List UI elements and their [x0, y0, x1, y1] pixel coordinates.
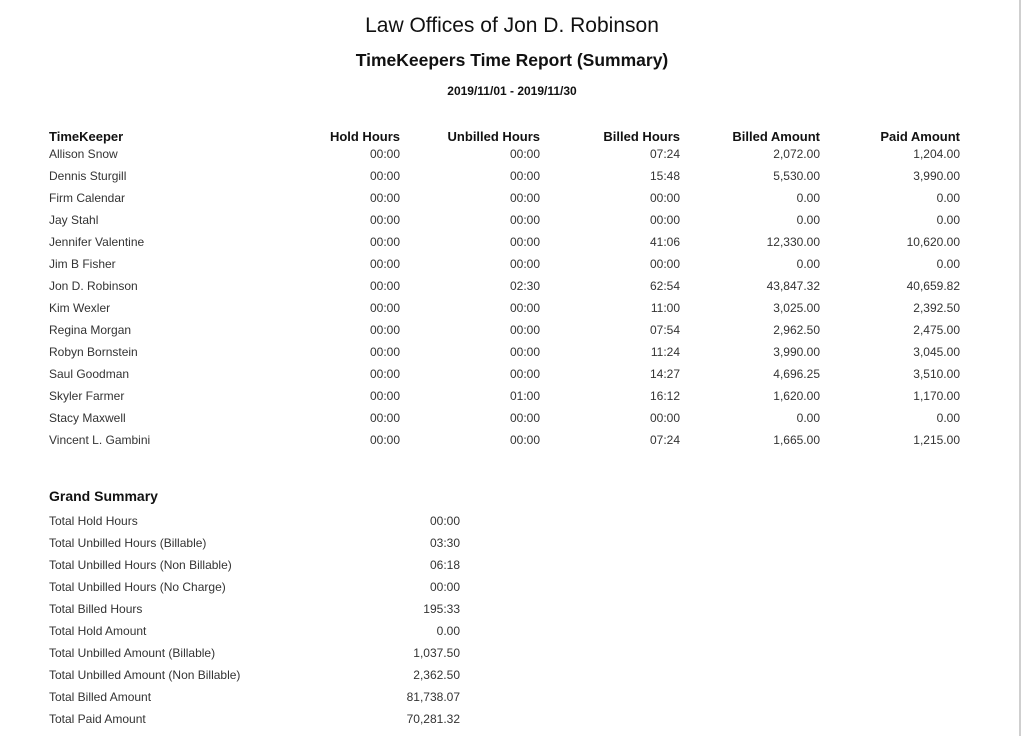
- cell-timekeeper: Jon D. Robinson: [49, 279, 138, 293]
- cell-billed-hours: 14:27: [649, 367, 680, 381]
- summary-value: 06:18: [429, 558, 460, 572]
- cell-billed-amount: 5,530.00: [773, 169, 820, 183]
- cell-unbilled-hours: 00:00: [509, 367, 540, 381]
- cell-paid-amount: 2,392.50: [913, 301, 960, 315]
- cell-timekeeper: Saul Goodman: [49, 367, 130, 381]
- cell-unbilled-hours: 00:00: [509, 147, 540, 161]
- table-header-row: [49, 128, 961, 147]
- summary-value: 195:33: [423, 602, 460, 616]
- summary-row: [49, 624, 461, 646]
- header-billed-amount: Billed Amount: [732, 129, 820, 144]
- cell-paid-amount: 0.00: [936, 191, 960, 205]
- summary-row: [49, 602, 461, 624]
- cell-unbilled-hours: 00:00: [509, 323, 540, 337]
- cell-paid-amount: 0.00: [936, 213, 960, 227]
- cell-hold-hours: 00:00: [369, 279, 400, 293]
- cell-billed-amount: 2,962.50: [773, 323, 820, 337]
- summary-label: Total Billed Amount: [49, 690, 152, 704]
- cell-billed-hours: 62:54: [649, 279, 680, 293]
- summary-value: 70,281.32: [406, 712, 460, 726]
- cell-paid-amount: 3,990.00: [913, 169, 960, 183]
- cell-hold-hours: 00:00: [369, 367, 400, 381]
- cell-paid-amount: 40,659.82: [906, 279, 960, 293]
- cell-billed-amount: 1,665.00: [773, 433, 820, 447]
- summary-label: Total Hold Amount: [49, 624, 147, 638]
- summary-label: Total Unbilled Amount (Billable): [49, 646, 216, 660]
- cell-billed-amount: 3,990.00: [773, 345, 820, 359]
- cell-paid-amount: 0.00: [936, 411, 960, 425]
- summary-value: 1,037.50: [413, 646, 460, 660]
- cell-timekeeper: Skyler Farmer: [49, 389, 125, 403]
- cell-hold-hours: 00:00: [369, 191, 400, 205]
- summary-row: [49, 536, 461, 558]
- cell-paid-amount: 1,204.00: [913, 147, 960, 161]
- cell-billed-hours: 07:24: [649, 433, 680, 447]
- cell-paid-amount: 3,045.00: [913, 345, 960, 359]
- cell-billed-hours: 11:00: [650, 301, 680, 315]
- cell-hold-hours: 00:00: [369, 235, 400, 249]
- cell-billed-amount: 4,696.25: [773, 367, 820, 381]
- cell-paid-amount: 3,510.00: [913, 367, 960, 381]
- cell-billed-hours: 41:06: [649, 235, 680, 249]
- cell-billed-hours: 16:12: [649, 389, 680, 403]
- summary-row: [49, 646, 461, 668]
- cell-timekeeper: Allison Snow: [49, 147, 118, 161]
- table-row: [49, 301, 961, 323]
- summary-label: Total Unbilled Hours (Non Billable): [49, 558, 232, 572]
- summary-row: [49, 712, 461, 734]
- cell-billed-hours: 07:54: [649, 323, 680, 337]
- summary-row: [49, 580, 461, 602]
- summary-row: [49, 514, 461, 536]
- firm-name: Law Offices of Jon D. Robinson: [365, 14, 659, 37]
- table-row: [49, 323, 961, 345]
- summary-label: Total Unbilled Amount (Non Billable): [49, 668, 241, 682]
- summary-value: 03:30: [429, 536, 460, 550]
- table-row: [49, 257, 961, 279]
- cell-unbilled-hours: 00:00: [509, 213, 540, 227]
- cell-hold-hours: 00:00: [369, 257, 400, 271]
- cell-hold-hours: 00:00: [369, 301, 400, 315]
- table-body: [49, 147, 961, 455]
- table-row: [49, 169, 961, 191]
- cell-timekeeper: Dennis Sturgill: [49, 169, 127, 183]
- cell-billed-amount: 43,847.32: [766, 279, 820, 293]
- cell-billed-hours: 00:00: [649, 191, 680, 205]
- summary-value: 0.00: [436, 624, 460, 638]
- cell-unbilled-hours: 00:00: [509, 411, 540, 425]
- header-billed-hours: Billed Hours: [603, 129, 680, 144]
- grand-summary-title: Grand Summary: [49, 488, 158, 504]
- cell-unbilled-hours: 00:00: [509, 433, 540, 447]
- cell-unbilled-hours: 00:00: [509, 191, 540, 205]
- summary-value: 00:00: [429, 580, 460, 594]
- cell-hold-hours: 00:00: [369, 433, 400, 447]
- table-row: [49, 191, 961, 213]
- cell-hold-hours: 00:00: [369, 389, 400, 403]
- cell-billed-hours: 11:24: [650, 345, 680, 359]
- cell-unbilled-hours: 02:30: [509, 279, 540, 293]
- header-unbilled-hours: Unbilled Hours: [447, 129, 540, 144]
- summary-label: Total Hold Hours: [49, 514, 138, 528]
- cell-billed-hours: 00:00: [649, 257, 680, 271]
- cell-timekeeper: Regina Morgan: [49, 323, 132, 337]
- cell-timekeeper: Kim Wexler: [49, 301, 111, 315]
- summary-value: 00:00: [429, 514, 460, 528]
- cell-billed-amount: 1,620.00: [773, 389, 820, 403]
- summary-row: [49, 668, 461, 690]
- cell-timekeeper: Jay Stahl: [49, 213, 99, 227]
- summary-row: [49, 558, 461, 580]
- cell-timekeeper: Jim B Fisher: [49, 257, 116, 271]
- cell-unbilled-hours: 00:00: [509, 301, 540, 315]
- summary-label: Total Billed Hours: [49, 602, 143, 616]
- cell-timekeeper: Jennifer Valentine: [49, 235, 145, 249]
- cell-hold-hours: 00:00: [369, 323, 400, 337]
- cell-billed-hours: 07:24: [649, 147, 680, 161]
- table-row: [49, 345, 961, 367]
- grand-summary: [49, 514, 461, 734]
- cell-unbilled-hours: 00:00: [509, 235, 540, 249]
- cell-unbilled-hours: 00:00: [509, 169, 540, 183]
- cell-billed-hours: 00:00: [649, 411, 680, 425]
- cell-billed-hours: 15:48: [649, 169, 680, 183]
- cell-billed-amount: 0.00: [796, 191, 820, 205]
- cell-paid-amount: 10,620.00: [906, 235, 960, 249]
- summary-label: Total Unbilled Hours (Billable): [49, 536, 207, 550]
- cell-unbilled-hours: 00:00: [509, 257, 540, 271]
- cell-billed-amount: 3,025.00: [773, 301, 820, 315]
- cell-hold-hours: 00:00: [369, 411, 400, 425]
- table-row: [49, 147, 961, 169]
- timekeeper-table: [49, 128, 961, 455]
- cell-paid-amount: 1,215.00: [913, 433, 960, 447]
- cell-timekeeper: Stacy Maxwell: [49, 411, 126, 425]
- summary-label: Total Paid Amount: [49, 712, 146, 726]
- cell-paid-amount: 2,475.00: [913, 323, 960, 337]
- summary-row: [49, 690, 461, 712]
- table-row: [49, 367, 961, 389]
- cell-paid-amount: 1,170.00: [913, 389, 960, 403]
- cell-billed-amount: 0.00: [796, 411, 820, 425]
- header-timekeeper: TimeKeeper: [49, 129, 124, 144]
- cell-timekeeper: Vincent L. Gambini: [49, 433, 151, 447]
- table-row: [49, 433, 961, 455]
- cell-hold-hours: 00:00: [369, 147, 400, 161]
- cell-billed-amount: 0.00: [796, 213, 820, 227]
- summary-label: Total Unbilled Hours (No Charge): [49, 580, 226, 594]
- cell-billed-hours: 00:00: [649, 213, 680, 227]
- cell-hold-hours: 00:00: [369, 169, 400, 183]
- cell-unbilled-hours: 01:00: [509, 389, 540, 403]
- table-row: [49, 279, 961, 301]
- cell-timekeeper: Firm Calendar: [49, 191, 126, 205]
- date-range: 2019/11/01 - 2019/11/30: [447, 84, 577, 98]
- cell-paid-amount: 0.00: [936, 257, 960, 271]
- cell-hold-hours: 00:00: [369, 345, 400, 359]
- header-paid-amount: Paid Amount: [880, 129, 960, 144]
- table-row: [49, 411, 961, 433]
- cell-unbilled-hours: 00:00: [509, 345, 540, 359]
- table-row: [49, 389, 961, 411]
- summary-value: 2,362.50: [413, 668, 460, 682]
- table-row: [49, 235, 961, 257]
- cell-hold-hours: 00:00: [369, 213, 400, 227]
- cell-timekeeper: Robyn Bornstein: [49, 345, 138, 359]
- summary-value: 81,738.07: [406, 690, 460, 704]
- report-title: TimeKeepers Time Report (Summary): [355, 50, 669, 70]
- header-hold-hours: Hold Hours: [329, 129, 400, 144]
- cell-billed-amount: 2,072.00: [773, 147, 820, 161]
- cell-billed-amount: 12,330.00: [766, 235, 820, 249]
- cell-billed-amount: 0.00: [796, 257, 820, 271]
- table-row: [49, 213, 961, 235]
